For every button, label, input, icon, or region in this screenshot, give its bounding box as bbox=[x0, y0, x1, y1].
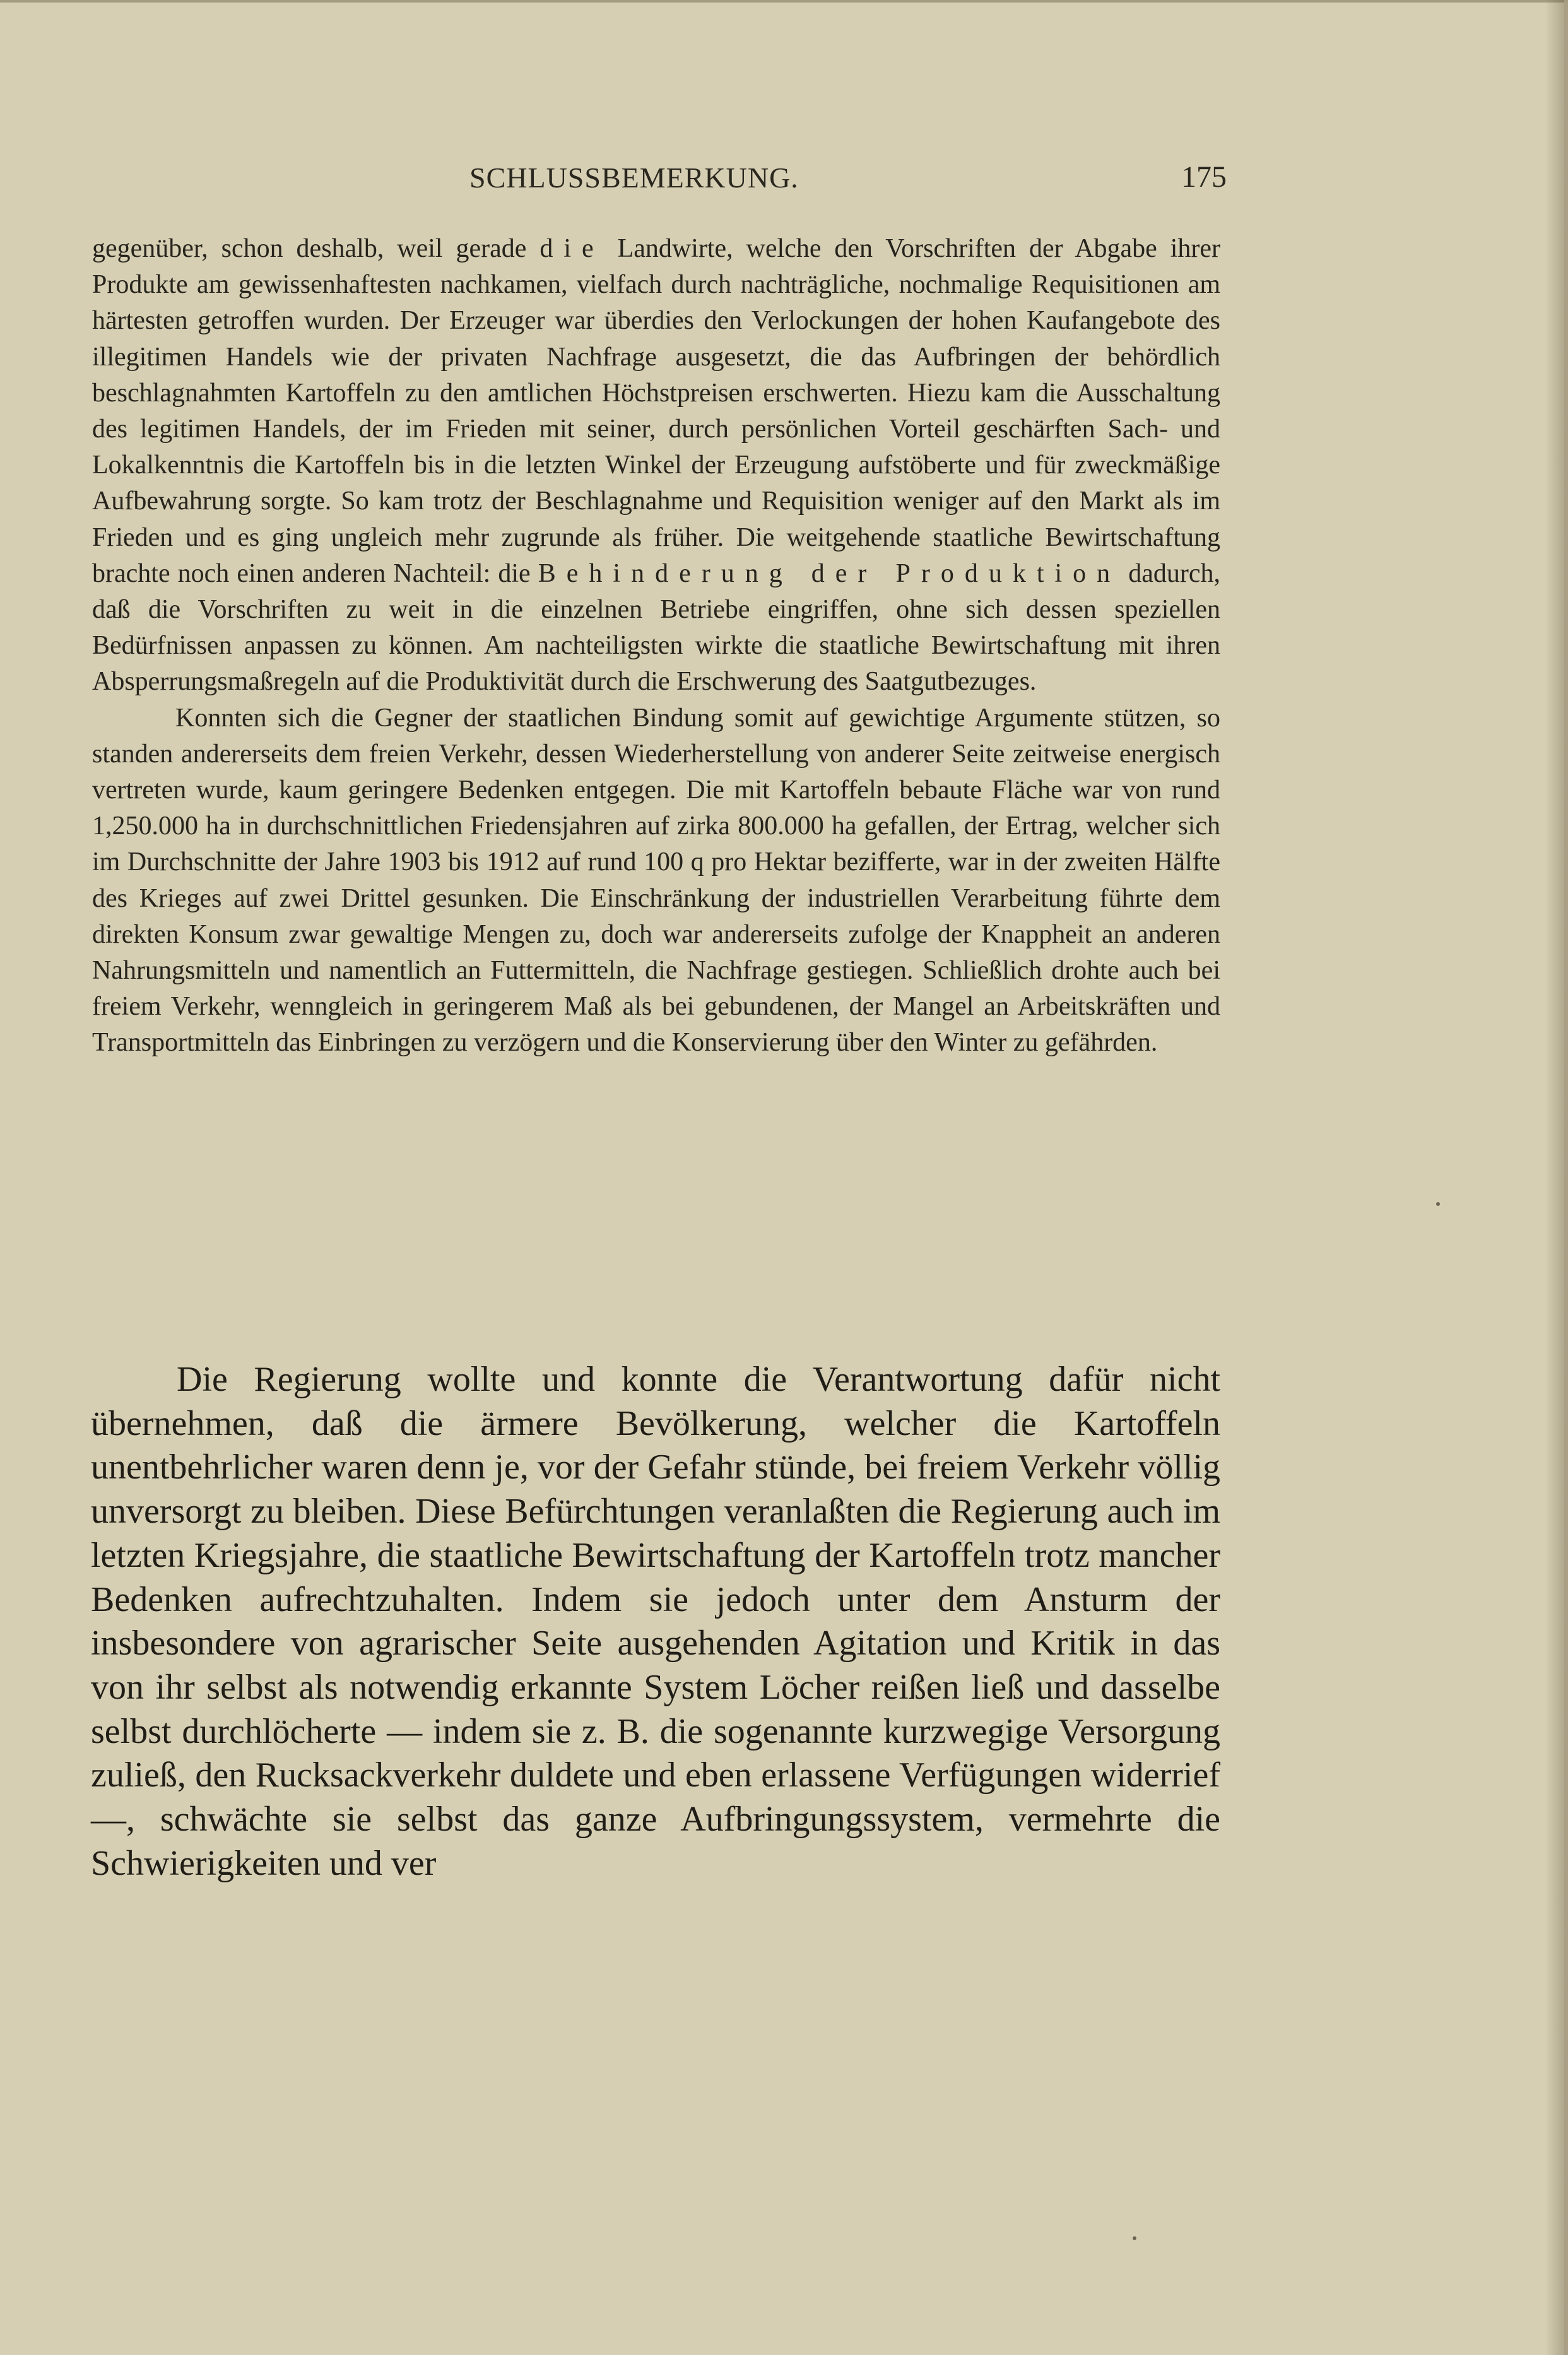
paragraph-regierung: Die Regierung wollte und konnte die Verantwortung dafür nicht übernehmen, daß die ärmere Bevölkerung, welcher die Kartoffeln unentbehrlicher waren denn je, vor der Gefahr stünde, bei freiem Verkehr völlig unversorgt zu bleiben. Diese Befürchtungen veranlaßten die Regierung auch im letzten Kriegsjahre, die staatliche Bewirtschaftung der Kartoffeln trotz mancher Bedenken aufrechtzuhalten. Indem sie jedoch unter dem Ansturm der insbesondere von agrarischer Seite ausgehenden Agitation und Kritik in das von ihr selbst als notwendig erkannte System Löcher reißen ließ und dasselbe selbst durchlöcherte — indem sie z. B. die sogenannte kurzwegige Versorgung zuließ, den Rucksackverkehr duldete und eben erlassene Verfügungen widerrief —, schwächte sie selbst das ganze Aufbringungssystem, vermehrte die Schwierigkeiten und ver bbox=[91, 1360, 1220, 1883]
paragraph1-part1: gegenüber, schon deshalb, weil gerade bbox=[92, 234, 527, 263]
paragraph1-part3: dadurch, daß die Vorschriften zu weit in die einzelnen Betriebe eingriffen, ohne sich dessen speziellen Bedürfnissen anpassen zu können. Am nachteiligsten wirkte die staatliche Bewirtschaftung mit ihren Absperrungsmaßregeln auf die Produktivität durch die Erschwerung des Saatgutbezuges. bbox=[92, 558, 1221, 697]
running-head: SCHLUSSBEMERKUNG. bbox=[469, 162, 799, 194]
emphasis-die: die bbox=[539, 234, 604, 263]
paper-speck bbox=[1133, 2236, 1136, 2240]
emphasis-behinderung: Behinderung der Produktion bbox=[538, 558, 1121, 588]
paragraph-continued bbox=[92, 231, 1220, 700]
paragraph-konnten: Konnten sich die Gegner der staatlichen Bindung somit auf gewichtige Argumente stützen, so standen andererseits dem freien Verkehr, dessen Wiederherstellung von anderer Seite zeitweise energisch vertreten wurde, kaum geringere Bedenken entgegen. Die mit Kartoffeln bebaute Fläche war von rund 1,250.000 ha in durchschnittlichen Friedensjahren auf zirka 800.000 ha gefallen, der Ertrag, welcher sich im Durchschnitte der Jahre 1903 bis 1912 auf rund 100 q pro Hektar bezifferte, war in der zweiten Hälfte des Krieges auf zwei Drittel gesunken. Die Einschränkung der industriellen Verarbeitung führte dem direkten Konsum zwar gewaltige Mengen zu, doch war andererseits zufolge der Knappheit an anderen Nahrungsmitteln und namentlich an Futtermitteln, die Nachfrage gestiegen. Schließlich drohte auch bei freiem Verkehr, wenngleich in geringerem Maß als bei gebundenen, der Mangel an Arbeitskräften und Transportmitteln das Einbringen zu verzögern und die Konservierung über den Winter zu gefährden. bbox=[92, 703, 1220, 1058]
large-print-section bbox=[91, 1358, 1220, 1886]
paper-speck bbox=[1436, 1202, 1440, 1206]
page-number: 175 bbox=[1181, 160, 1227, 194]
small-print-section bbox=[92, 231, 1220, 1061]
page-edge-shadow bbox=[1545, 0, 1564, 2355]
page-top-edge bbox=[0, 0, 1568, 3]
page-header bbox=[91, 161, 1227, 199]
paragraph1-part2: Landwirte, welche den Vorschriften der Abgabe ihrer Produkte am gewissenhaftesten nachkamen, vielfach durch nachträgliche, nochmalige Requisitionen am härtesten getroffen wurden. Der Erzeuger war überdies den Verlockungen der hohen Kaufangebote des illegitimen Handels wie der privaten Nachfrage ausgesetzt, die das Aufbringen der behördlich beschlagnahmten Kartoffeln zu den amtlichen Höchstpreisen erschwerten. Hiezu kam die Ausschaltung des legitimen Handels, der im Frieden mit seiner, durch persönlichen Vorteil geschärften Sach- und Lokalkenntnis die Kartoffeln bis in die letzten Winkel der Erzeugung aufstöberte und für zweckmäßige Aufbewahrung sorgte. So kam trotz der Beschlagnahme und Requisition weniger auf den Markt als im Frieden und es ging ungleich mehr zugrunde als früher. Die weitgehende staatliche Bewirtschaftung brachte noch einen anderen Nachteil: die bbox=[92, 234, 1221, 588]
